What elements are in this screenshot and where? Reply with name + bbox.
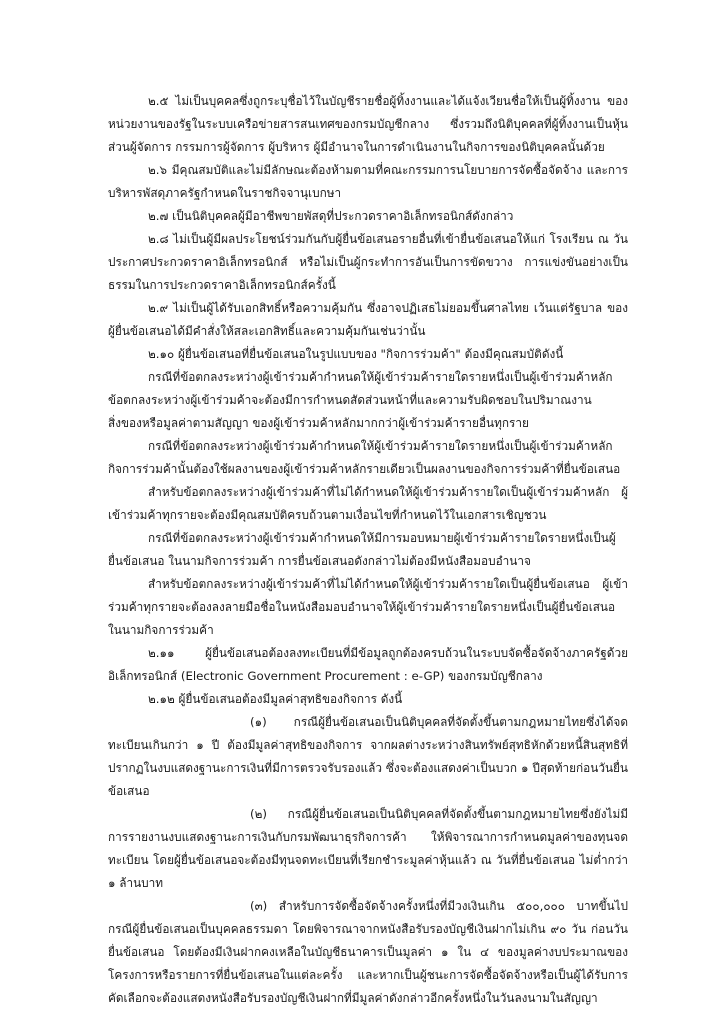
- joint-venture-paragraph: กรณีที่ข้อตกลงระหว่างผู้เข้าร่วมค้ากำหนดให้มีการมอบหมายผู้เข้าร่วมค้ารายใดรายหนึ่งเป็นผู้ยื่นข้อเสนอ ในนามกิจการร่วมค้า การยื่นข้อเสนอดังกล่าวไม่ต้องมีหนังสือมอบอำนาจ: [108, 531, 616, 568]
- joint-venture-paragraph: กรณีที่ข้อตกลงระหว่างผู้เข้าร่วมค้ากำหนดให้ผู้เข้าร่วมค้ารายใดรายหนึ่งเป็นผู้เข้าร่วมค้าหลักกิจการร่วมค้านั้นต้องใช้ผลงานของผู้เข้าร่วมค้าหลักรายเดียวเป็นผลงานของกิจการร่วมค้าที่ยื่นข้อเสนอ: [108, 439, 621, 476]
- net-worth-condition-1: (๑) กรณีผู้ยื่นข้อเสนอเป็นนิติบุคคลที่จัดตั้งขึ้นตามกฎหมายไทยซึ่งได้จดทะเบียนเกินกว่า ๑ ปี ต้องมีมูลค่าสุทธิของกิจการ จากผลต่างระหว่างสินทรัพย์สุทธิหักด้วยหนี้สินสุทธิที่ปรากฏในงบแสดงฐานะการเงินที่มีการตรวจรับรองแล้ว ซึ่งจะต้องแสดงค่าเป็นบวก ๑ ปีสุดท้ายก่อนวันยื่นข้อเสนอ: [108, 715, 628, 798]
- clause-2-7: ๒.๗ เป็นนิติบุคคลผู้มีอาชีพขายพัสดุที่ประกวดราคาอิเล็กทรอนิกส์ดังกล่าว: [148, 209, 514, 223]
- clause-2-6: ๒.๖ มีคุณสมบัติและไม่มีลักษณะต้องห้ามตามที่คณะกรรมการนโยบายการจัดซื้อจัดจ้าง และการบริหารพัสดุภาครัฐกำหนดในราชกิจจานุเบกษา: [108, 163, 628, 200]
- net-worth-condition-2: (๒) กรณีผู้ยื่นข้อเสนอเป็นนิติบุคคลที่จัดตั้งขึ้นตามกฎหมายไทยซึ่งยังไม่มีการรายงานงบแสดงฐานะการเงินกับกรมพัฒนาธุรกิจการค้า ให้พิจารณาการกำหนดมูลค่าของทุนจดทะเบียน โดยผู้ยื่นข้อเสนอจะต้องมีทุนจดทะเบียนที่เรียกชำระมูลค่าหุ้นแล้ว ณ วันที่ยื่นข้อเสนอ ไม่ต่ำกว่า ๑ ล้านบาท: [108, 807, 628, 890]
- document-body: [108, 90, 628, 1010]
- clause-2-9: ๒.๙ ไม่เป็นผู้ได้รับเอกสิทธิ์หรือความคุ้มกัน ซึ่งอาจปฏิเสธไม่ยอมขึ้นศาลไทย เว้นแต่รัฐบาล ของผู้ยื่นข้อเสนอได้มีคำสั่งให้สละเอกสิทธิ์และความคุ้มกันเช่นว่านั้น: [108, 301, 628, 338]
- clause-2-8: ๒.๘ ไม่เป็นผู้มีผลประโยชน์ร่วมกันกับผู้ยื่นข้อเสนอรายอื่นที่เข้ายื่นข้อเสนอให้แก่ โรงเรียน ณ วันประกาศประกวดราคาอิเล็กทรอนิกส์ หรือไม่เป็นผู้กระทำการอันเป็นการขัดขวาง การแข่งขันอย่างเป็นธรรมในการประกวดราคาอิเล็กทรอนิกส์ครั้งนี้: [108, 232, 628, 292]
- net-worth-condition-3: (๓) สำหรับการจัดซื้อจัดจ้างครั้งหนึ่งที่มีวงเงินเกิน ๕๐๐,๐๐๐ บาทขึ้นไป กรณีผู้ยื่นข้อเสนอเป็นบุคคลธรรมดา โดยพิจารณาจากหนังสือรับรองบัญชีเงินฝากไม่เกิน ๙๐ วัน ก่อนวันยื่นข้อเสนอ โดยต้องมีเงินฝากคงเหลือในบัญชีธนาคารเป็นมูลค่า ๑ ใน ๔ ของมูลค่างบประมาณของโครงการหรือรายการที่ยื่นข้อเสนอในแต่ละครั้ง และหากเป็นผู้ชนะการจัดซื้อจัดจ้างหรือเป็นผู้ได้รับการคัดเลือกจะต้องแสดงหนังสือรับรองบัญชีเงินฝากที่มีมูลค่าดังกล่าวอีกครั้งหนึ่งในวันลงนามในสัญญา: [108, 899, 628, 1005]
- clause-2-12: ๒.๑๒ ผู้ยื่นข้อเสนอต้องมีมูลค่าสุทธิของกิจการ ดังนี้: [148, 692, 403, 706]
- joint-venture-paragraph: สำหรับข้อตกลงระหว่างผู้เข้าร่วมค้าที่ไม่ได้กำหนดให้ผู้เข้าร่วมค้ารายใดเป็นผู้เข้าร่วมค้าหลัก ผู้เข้าร่วมค้าทุกรายจะต้องมีคุณสมบัติครบถ้วนตามเงื่อนไขที่กำหนดไว้ในเอกสารเชิญชวน: [108, 485, 628, 522]
- clause-2-5: ๒.๕ ไม่เป็นบุคคลซึ่งถูกระบุชื่อไว้ในบัญชีรายชื่อผู้ทิ้งงานและได้แจ้งเวียนชื่อให้เป็นผู้ทิ้งงาน ของหน่วยงานของรัฐในระบบเครือข่ายสารสนเทศของกรมบัญชีกลาง ซึ่งรวมถึงนิติบุคคลที่ผู้ทิ้งงานเป็นหุ้นส่วนผู้จัดการ กรรมการผู้จัดการ ผู้บริหาร ผู้มีอำนาจในการดำเนินงานในกิจการของนิติบุคคลนั้นด้วย: [108, 94, 628, 154]
- clause-2-11: ๒.๑๑ ผู้ยื่นข้อเสนอต้องลงทะเบียนที่มีข้อมูลถูกต้องครบถ้วนในระบบจัดซื้อจัดจ้างภาครัฐด้วยอิเล็กทรอนิกส์ (Electronic Government Procurement : e-GP) ของกรมบัญชีกลาง: [108, 646, 628, 683]
- clause-2-10: ๒.๑๐ ผู้ยื่นข้อเสนอที่ยื่นข้อเสนอในรูปแบบของ "กิจการร่วมค้า" ต้องมีคุณสมบัติดังนี้: [148, 347, 564, 361]
- joint-venture-paragraph: กรณีที่ข้อตกลงระหว่างผู้เข้าร่วมค้ากำหนดให้ผู้เข้าร่วมค้ารายใดรายหนึ่งเป็นผู้เข้าร่วมค้าหลัก ข้อตกลงระหว่างผู้เข้าร่วมค้าจะต้องมีการกำหนดสัดส่วนหน้าที่และความรับผิดชอบในปริมาณงาน สิ่งของหรือมูลค่าตามสัญญา ของผู้เข้าร่วมค้าหลักมากกว่าผู้เข้าร่วมค้ารายอื่นทุกราย: [108, 370, 613, 430]
- joint-venture-paragraph: สำหรับข้อตกลงระหว่างผู้เข้าร่วมค้าที่ไม่ได้กำหนดให้ผู้เข้าร่วมค้ารายใดเป็นผู้ยื่นข้อเสนอ ผู้เข้าร่วมค้าทุกรายจะต้องลงลายมือชื่อในหนังสือมอบอำนาจให้ผู้เข้าร่วมค้ารายใดรายหนึ่งเป็นผู้ยื่นข้อเสนอในนามกิจการร่วมค้า: [108, 577, 628, 637]
